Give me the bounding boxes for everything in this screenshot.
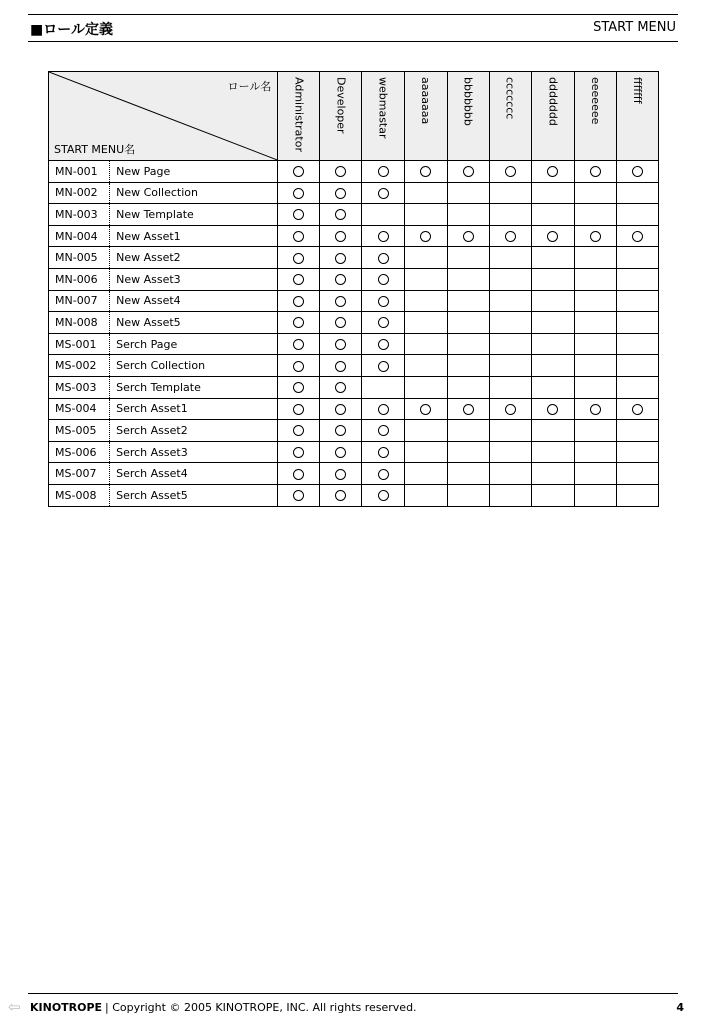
circle-mark-icon <box>505 231 516 242</box>
circle-mark-icon <box>547 404 558 415</box>
menu-id: MS-008 <box>49 484 110 506</box>
permission-cell <box>616 225 658 247</box>
permission-cell <box>489 463 531 485</box>
table-corner-cell <box>49 72 278 161</box>
permission-cell <box>362 204 404 226</box>
permission-cell <box>362 268 404 290</box>
permission-cell <box>616 204 658 226</box>
menu-id: MN-007 <box>49 290 110 312</box>
permission-cell <box>574 312 616 334</box>
permission-cell <box>278 161 320 183</box>
menu-id: MN-001 <box>49 161 110 183</box>
permission-cell <box>574 247 616 269</box>
circle-mark-icon <box>293 231 304 242</box>
permission-cell <box>362 484 404 506</box>
permission-cell <box>574 290 616 312</box>
circle-mark-icon <box>632 404 643 415</box>
permission-cell <box>574 463 616 485</box>
permission-cell <box>362 333 404 355</box>
permission-cell <box>616 290 658 312</box>
permission-cell <box>574 182 616 204</box>
permission-cell <box>489 225 531 247</box>
circle-mark-icon <box>335 339 346 350</box>
permission-cell <box>616 268 658 290</box>
page-title: ■ロール定義 <box>30 22 113 38</box>
permission-cell <box>531 182 574 204</box>
circle-mark-icon <box>335 231 346 242</box>
table-row <box>49 204 659 226</box>
permission-cell <box>447 398 489 420</box>
table-row <box>49 441 659 463</box>
role-column-header <box>531 72 574 161</box>
permission-cell <box>447 376 489 398</box>
permission-cell <box>489 161 531 183</box>
permission-cell <box>320 333 362 355</box>
menu-id: MN-006 <box>49 268 110 290</box>
circle-mark-icon <box>378 425 389 436</box>
circle-mark-icon <box>547 166 558 177</box>
permission-cell <box>404 161 447 183</box>
permission-cell <box>489 268 531 290</box>
permission-cell <box>489 247 531 269</box>
role-name: aaaaaaa <box>419 77 433 125</box>
permission-cell <box>278 182 320 204</box>
role-name: eeeeeee <box>588 77 602 125</box>
circle-mark-icon <box>378 253 389 264</box>
permission-cell <box>320 247 362 269</box>
circle-mark-icon <box>335 166 346 177</box>
table-row <box>49 333 659 355</box>
circle-mark-icon <box>378 188 389 199</box>
permission-cell <box>362 420 404 442</box>
permission-cell <box>362 290 404 312</box>
permission-cell <box>574 420 616 442</box>
permission-cell <box>404 484 447 506</box>
circle-mark-icon <box>293 317 304 328</box>
page-number: 4 <box>676 1001 684 1014</box>
role-column-header <box>447 72 489 161</box>
menu-id: MN-003 <box>49 204 110 226</box>
permission-cell <box>531 290 574 312</box>
menu-id: MN-008 <box>49 312 110 334</box>
table-row <box>49 484 659 506</box>
role-definition-table <box>48 71 659 507</box>
company-brand: KINOTROPE <box>30 1001 103 1014</box>
permission-cell <box>489 420 531 442</box>
permission-cell <box>574 225 616 247</box>
role-name: ddddddd <box>546 77 560 126</box>
circle-mark-icon <box>335 361 346 372</box>
table-row <box>49 463 659 485</box>
permission-cell <box>574 398 616 420</box>
circle-mark-icon <box>378 231 389 242</box>
permission-cell <box>531 161 574 183</box>
circle-mark-icon <box>378 296 389 307</box>
menu-id: MN-002 <box>49 182 110 204</box>
circle-mark-icon <box>335 296 346 307</box>
permission-cell <box>574 441 616 463</box>
circle-mark-icon <box>293 166 304 177</box>
circle-mark-icon <box>632 231 643 242</box>
permission-cell <box>531 463 574 485</box>
permission-cell <box>531 312 574 334</box>
circle-mark-icon <box>505 166 516 177</box>
permission-cell <box>320 376 362 398</box>
page-header <box>28 14 678 42</box>
menu-name: New Page <box>110 161 278 183</box>
permission-cell <box>278 333 320 355</box>
circle-mark-icon <box>293 382 304 393</box>
permission-cell <box>616 333 658 355</box>
table-row <box>49 182 659 204</box>
permission-cell <box>616 182 658 204</box>
menu-name: Serch Collection <box>110 355 278 377</box>
permission-cell <box>362 182 404 204</box>
permission-cell <box>278 420 320 442</box>
permission-cell <box>447 333 489 355</box>
circle-mark-icon <box>335 404 346 415</box>
role-column-header <box>616 72 658 161</box>
menu-name: New Asset4 <box>110 290 278 312</box>
circle-mark-icon <box>378 447 389 458</box>
permission-cell <box>447 355 489 377</box>
permission-cell <box>574 268 616 290</box>
table-row <box>49 161 659 183</box>
menu-name: Serch Template <box>110 376 278 398</box>
menu-id: MS-005 <box>49 420 110 442</box>
section-title: START MENU <box>593 20 676 35</box>
permission-cell <box>404 441 447 463</box>
circle-mark-icon <box>335 253 346 264</box>
permission-cell <box>616 376 658 398</box>
permission-cell <box>362 161 404 183</box>
permission-cell <box>362 398 404 420</box>
permission-cell <box>447 312 489 334</box>
permission-cell <box>320 312 362 334</box>
circle-mark-icon <box>335 382 346 393</box>
permission-cell <box>574 355 616 377</box>
permission-cell <box>404 268 447 290</box>
table-row <box>49 420 659 442</box>
permission-cell <box>404 420 447 442</box>
permission-cell <box>616 484 658 506</box>
role-name: fffffff <box>630 77 644 104</box>
circle-mark-icon <box>547 231 558 242</box>
circle-mark-icon <box>632 166 643 177</box>
circle-mark-icon <box>293 490 304 501</box>
menu-name: New Collection <box>110 182 278 204</box>
permission-cell <box>531 398 574 420</box>
permission-cell <box>278 355 320 377</box>
menu-name: New Asset3 <box>110 268 278 290</box>
role-column-header <box>320 72 362 161</box>
menu-name: Serch Asset1 <box>110 398 278 420</box>
permission-cell <box>278 290 320 312</box>
permission-cell <box>362 247 404 269</box>
circle-mark-icon <box>293 253 304 264</box>
permission-cell <box>447 290 489 312</box>
permission-cell <box>362 376 404 398</box>
permission-cell <box>362 463 404 485</box>
circle-mark-icon <box>463 404 474 415</box>
circle-mark-icon <box>293 339 304 350</box>
role-name: ccccccc <box>503 77 517 120</box>
permission-cell <box>404 333 447 355</box>
permission-cell <box>447 225 489 247</box>
permission-cell <box>404 204 447 226</box>
permission-cell <box>489 204 531 226</box>
menu-name: New Template <box>110 204 278 226</box>
permission-cell <box>320 225 362 247</box>
permission-cell <box>531 441 574 463</box>
table-row <box>49 290 659 312</box>
menu-id: MS-003 <box>49 376 110 398</box>
menu-name: New Asset5 <box>110 312 278 334</box>
circle-mark-icon <box>378 317 389 328</box>
permission-cell <box>574 161 616 183</box>
permission-cell <box>362 225 404 247</box>
page-footer <box>8 998 688 1018</box>
permission-cell <box>404 225 447 247</box>
circle-mark-icon <box>335 469 346 480</box>
permission-cell <box>531 247 574 269</box>
permission-cell <box>616 398 658 420</box>
permission-cell <box>278 441 320 463</box>
permission-cell <box>489 441 531 463</box>
permission-cell <box>404 398 447 420</box>
permission-cell <box>616 355 658 377</box>
menu-name: Serch Page <box>110 333 278 355</box>
permission-cell <box>574 376 616 398</box>
permission-cell <box>404 247 447 269</box>
table-header-row <box>49 72 659 161</box>
permission-cell <box>278 204 320 226</box>
permission-cell <box>278 463 320 485</box>
role-column-header <box>574 72 616 161</box>
permission-cell <box>489 355 531 377</box>
circle-mark-icon <box>293 404 304 415</box>
permission-cell <box>447 247 489 269</box>
permission-cell <box>616 441 658 463</box>
menu-name: Serch Asset5 <box>110 484 278 506</box>
permission-cell <box>531 420 574 442</box>
circle-mark-icon <box>335 274 346 285</box>
circle-mark-icon <box>335 188 346 199</box>
menu-id: MS-007 <box>49 463 110 485</box>
circle-mark-icon <box>335 317 346 328</box>
permission-cell <box>320 355 362 377</box>
role-axis-label: ロール名 <box>227 80 272 93</box>
permission-cell <box>278 376 320 398</box>
permission-cell <box>320 290 362 312</box>
role-column-header <box>404 72 447 161</box>
permission-cell <box>447 484 489 506</box>
permission-cell <box>616 463 658 485</box>
permission-cell <box>447 463 489 485</box>
permission-cell <box>320 441 362 463</box>
table-row <box>49 312 659 334</box>
permission-cell <box>447 161 489 183</box>
permission-cell <box>278 398 320 420</box>
permission-cell <box>362 441 404 463</box>
circle-mark-icon <box>378 274 389 285</box>
circle-mark-icon <box>420 231 431 242</box>
table-row <box>49 355 659 377</box>
circle-mark-icon <box>335 490 346 501</box>
permission-cell <box>489 312 531 334</box>
permission-cell <box>574 333 616 355</box>
circle-mark-icon <box>335 425 346 436</box>
menu-id: MS-006 <box>49 441 110 463</box>
circle-mark-icon <box>293 274 304 285</box>
circle-mark-icon <box>335 209 346 220</box>
table-row <box>49 225 659 247</box>
circle-mark-icon <box>293 447 304 458</box>
circle-mark-icon <box>378 490 389 501</box>
permission-cell <box>278 268 320 290</box>
table-row <box>49 376 659 398</box>
role-name: bbbbbbb <box>461 77 475 126</box>
permission-cell <box>404 463 447 485</box>
permission-cell <box>320 420 362 442</box>
role-name: Developer <box>334 77 348 134</box>
circle-mark-icon <box>590 231 601 242</box>
menu-name: Serch Asset3 <box>110 441 278 463</box>
copyright-notice: | Copyright © 2005 KINOTROPE, INC. All rights reserved. <box>105 1001 417 1014</box>
permission-cell <box>320 268 362 290</box>
circle-mark-icon <box>293 188 304 199</box>
permission-cell <box>447 204 489 226</box>
permission-cell <box>574 484 616 506</box>
permission-cell <box>531 376 574 398</box>
permission-cell <box>404 312 447 334</box>
circle-mark-icon <box>293 209 304 220</box>
permission-cell <box>404 182 447 204</box>
permission-cell <box>278 484 320 506</box>
permission-cell <box>489 333 531 355</box>
role-column-header <box>489 72 531 161</box>
circle-mark-icon <box>590 166 601 177</box>
permission-cell <box>531 484 574 506</box>
circle-mark-icon <box>293 361 304 372</box>
permission-cell <box>489 290 531 312</box>
permission-cell <box>447 182 489 204</box>
permission-cell <box>320 398 362 420</box>
role-column-header <box>362 72 404 161</box>
permission-cell <box>447 268 489 290</box>
permission-cell <box>447 441 489 463</box>
menu-name: Serch Asset4 <box>110 463 278 485</box>
table-row <box>49 268 659 290</box>
table-row <box>49 247 659 269</box>
role-column-header <box>278 72 320 161</box>
back-arrow-icon[interactable]: ⇦ <box>8 998 21 1016</box>
permission-cell <box>531 333 574 355</box>
footer-divider <box>28 993 678 994</box>
menu-name: Serch Asset2 <box>110 420 278 442</box>
permission-cell <box>320 182 362 204</box>
permission-cell <box>531 268 574 290</box>
permission-cell <box>489 484 531 506</box>
permission-cell <box>362 355 404 377</box>
circle-mark-icon <box>463 166 474 177</box>
circle-mark-icon <box>378 469 389 480</box>
permission-cell <box>531 225 574 247</box>
permission-cell <box>320 484 362 506</box>
permission-cell <box>278 225 320 247</box>
table-row <box>49 398 659 420</box>
circle-mark-icon <box>378 361 389 372</box>
menu-axis-label: START MENU名 <box>54 143 136 156</box>
circle-mark-icon <box>420 166 431 177</box>
permission-cell <box>489 376 531 398</box>
menu-id: MS-002 <box>49 355 110 377</box>
permission-cell <box>616 312 658 334</box>
circle-mark-icon <box>293 425 304 436</box>
permission-cell <box>404 290 447 312</box>
menu-id: MN-004 <box>49 225 110 247</box>
permission-cell <box>574 204 616 226</box>
permission-cell <box>320 161 362 183</box>
circle-mark-icon <box>378 166 389 177</box>
permission-cell <box>531 355 574 377</box>
permission-cell <box>489 398 531 420</box>
menu-name: New Asset2 <box>110 247 278 269</box>
permission-cell <box>447 420 489 442</box>
menu-id: MS-001 <box>49 333 110 355</box>
permission-cell <box>404 376 447 398</box>
circle-mark-icon <box>378 404 389 415</box>
permission-cell <box>320 463 362 485</box>
circle-mark-icon <box>293 296 304 307</box>
permission-cell <box>616 247 658 269</box>
circle-mark-icon <box>590 404 601 415</box>
permission-cell <box>616 161 658 183</box>
permission-cell <box>278 247 320 269</box>
permission-cell <box>404 355 447 377</box>
circle-mark-icon <box>335 447 346 458</box>
circle-mark-icon <box>293 469 304 480</box>
circle-mark-icon <box>505 404 516 415</box>
permission-cell <box>278 312 320 334</box>
circle-mark-icon <box>378 339 389 350</box>
permission-cell <box>362 312 404 334</box>
menu-id: MS-004 <box>49 398 110 420</box>
permission-cell <box>320 204 362 226</box>
permission-cell <box>531 204 574 226</box>
permission-cell <box>489 182 531 204</box>
role-name: webmastar <box>376 77 390 139</box>
permission-cell <box>616 420 658 442</box>
role-name: Administrator <box>292 77 306 152</box>
menu-name: New Asset1 <box>110 225 278 247</box>
circle-mark-icon <box>463 231 474 242</box>
menu-id: MN-005 <box>49 247 110 269</box>
circle-mark-icon <box>420 404 431 415</box>
